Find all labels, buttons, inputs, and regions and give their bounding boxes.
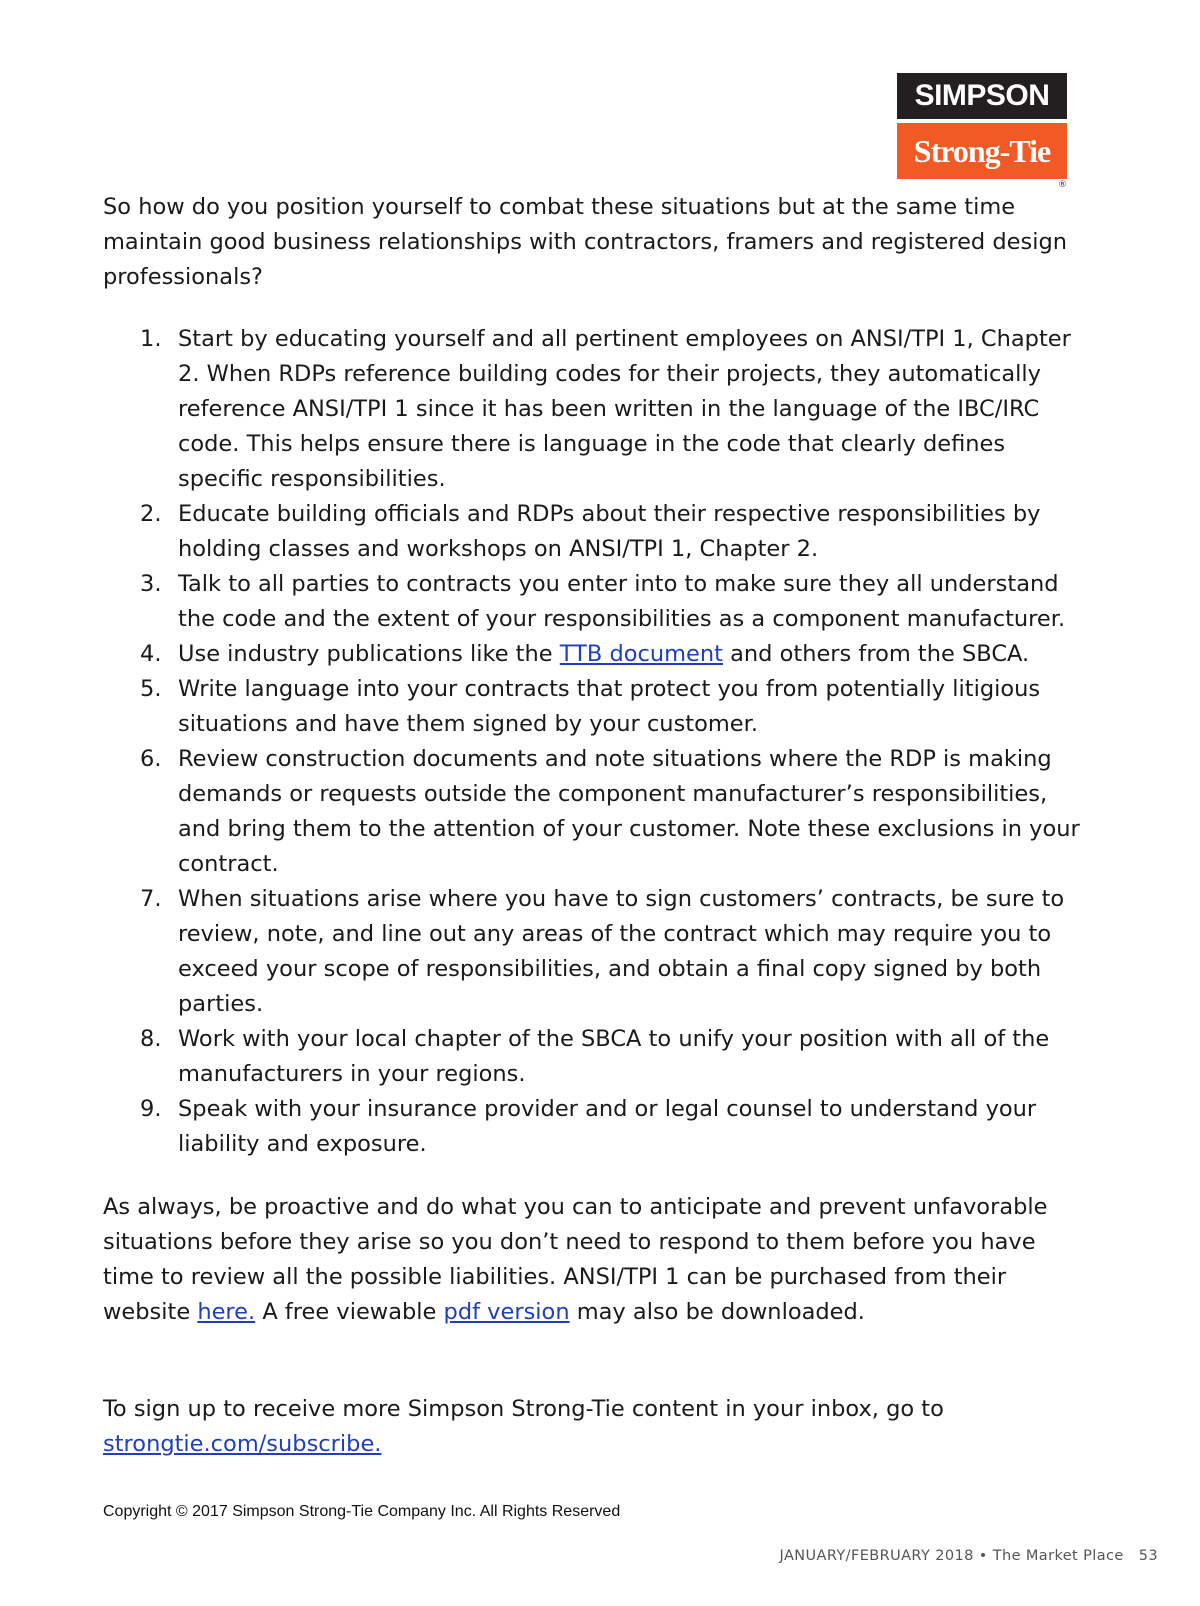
list-item-text: When situations arise where you have to sign customers’ contracts, be sure to review, note, and line out any areas of the contract which may require you to exceed your scope of responsibilities, and obtain a final copy signed by both parties. (178, 886, 1065, 1017)
page-footer (780, 1548, 1158, 1564)
pdf-version-link[interactable]: pdf version (443, 1299, 570, 1325)
here-link[interactable]: here. (197, 1299, 256, 1325)
list-item-text: Talk to all parties to contracts you enter into to make sure they all understand the code and the extent of your responsibilities as a component manufacturer. (178, 571, 1066, 632)
copyright-notice: Copyright © 2017 Simpson Strong-Tie Company Inc. All Rights Reserved (103, 1503, 621, 1520)
footer-issue: JANUARY/FEBRUARY 2018 (779, 1548, 974, 1564)
list-number: 2. (140, 501, 162, 527)
list-item-text: Use industry publications like the (178, 641, 560, 667)
list-number: 4. (140, 641, 162, 667)
logo-strong-tie: Strong-Tie (897, 123, 1067, 179)
list-item (103, 672, 1083, 742)
list-item-text: Start by educating yourself and all pertinent employees on ANSI/TPI 1, Chapter 2. When RDPs reference building codes for their projects, they automatically reference ANSI/TPI 1 since it has been written in the language of the IBC/IRC code. This helps ensure there is language in the code that clearly defines specific responsibilities. (178, 326, 1071, 492)
footer-separator: • (978, 1548, 988, 1564)
closing-text: may also be downloaded. (569, 1299, 865, 1325)
list-number: 6. (140, 746, 162, 772)
signup-text: To sign up to receive more Simpson Strong-Tie content in your inbox, go to (103, 1396, 944, 1422)
page-number: 53 (1138, 1548, 1158, 1564)
list-item (103, 497, 1083, 567)
list-number: 3. (140, 571, 162, 597)
closing-paragraph (103, 1190, 1083, 1330)
list-item (103, 637, 1083, 672)
list-item (103, 1022, 1083, 1092)
list-item (103, 567, 1083, 637)
ttb-document-link[interactable]: TTB document (559, 641, 723, 667)
list-item (103, 1092, 1083, 1162)
closing-text: As always, be proactive and do what you can to anticipate and prevent unfavorable situations before they arise so you don’t need to respond to them before you have time to review all the possible liabilities. ANSI/TPI 1 can be purchased from their website (103, 1194, 1048, 1325)
subscribe-link[interactable]: strongtie.com/subscribe. (103, 1431, 382, 1457)
intro-paragraph: So how do you position yourself to combat these situations but at the same time maintain good business relationships with contractors, framers and registered design professionals? (103, 194, 1067, 290)
list-item-text: Write language into your contracts that protect you from potentially litigious situations and have them signed by your customer. (178, 676, 1041, 737)
list-item-text: Educate building officials and RDPs about their respective responsibilities by holding classes and workshops on ANSI/TPI 1, Chapter 2. (178, 501, 1041, 562)
article-body (103, 190, 1083, 1462)
signup-paragraph (103, 1392, 1083, 1462)
closing-text: A free viewable (255, 1299, 444, 1325)
logo-simpson: SIMPSON (897, 73, 1067, 119)
list-item-text: Speak with your insurance provider and or legal counsel to understand your liability and exposure. (178, 1096, 1037, 1157)
list-number: 1. (140, 326, 162, 352)
list-item-text: and others from the SBCA. (722, 641, 1030, 667)
list-item (103, 742, 1083, 882)
list-item (103, 322, 1083, 497)
list-item (103, 882, 1083, 1022)
list-number: 5. (140, 676, 162, 702)
footer-publication: The Market Place (992, 1548, 1124, 1564)
list-number: 7. (140, 886, 162, 912)
steps-list (103, 322, 1083, 1162)
list-number: 8. (140, 1026, 162, 1052)
simpson-strong-tie-logo (897, 73, 1067, 190)
list-item-text: Review construction documents and note situations where the RDP is making demands or requests outside the component manufacturer’s responsibilities, and bring them to the attention of your customer. Note these exclusions in your contract. (178, 746, 1080, 877)
list-item-text: Work with your local chapter of the SBCA to unify your position with all of the manufacturers in your regions. (178, 1026, 1050, 1087)
list-number: 9. (140, 1096, 162, 1122)
logo-registered-mark: ® (1058, 180, 1067, 190)
